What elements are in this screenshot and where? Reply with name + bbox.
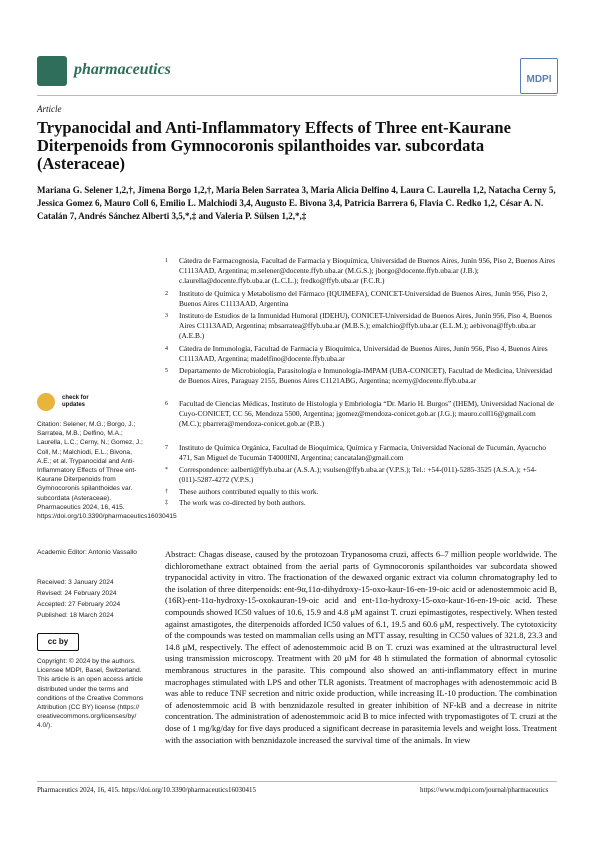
affiliation: ‡ The work was co-directed by both authors. (165, 498, 306, 507)
affiliation: 2 Instituto de Química y Metabolismo del Fármaco (IQUIMEFA), CONICET-Universidad de Buenos Aires, Junín 956, Piso 2, Buenos Aires C1113AAD, Argentina (165, 289, 548, 308)
affiliation: 3 Instituto de Estudios de la Inmunidad Humoral (IDEHU), CONICET-Universidad de Buenos Aires, Junín 956, Piso 4, Buenos Aires C1113AAD, Argentina; mbsarratea@ffyb.uba.ar (M.B.S.); emalchio@ffyb.uba.ar (E.L.M.); aebivona@ffyb.uba.ar (A.E.B.) (165, 311, 552, 340)
academic-editor: Academic Editor: Antonio Vassallo (37, 549, 137, 556)
affiliation: 4 Cátedra de Inmunología, Facultad de Farmacia y Bioquímica, Universidad de Buenos Aires, Junín 956, Piso 4, Buenos Aires C1113AAD, Argentina; madelfino@docente.ffyb.uba.ar (165, 344, 548, 363)
affiliation: 6 Facultad de Ciencias Médicas, Instituto de Histología y Embriología “Dr. Mario H. Burgos” (IHEM), Universidad Nacional de Cuyo-CONICET, CC 56, Mendoza 5500, Argentina; jgomez@mendoza-conicet.gob.ar (J.G.); mauro.coll16@gmail.com (M.C.); pbarrera@mendoza-conicet.gob.ar (P.B.) (165, 399, 555, 428)
article-title: Trypanocidal and Anti-Inflammatory Effects of Three ent-Kaurane Diterpenoids from Gymnocoronis spilanthoides var. subcordata (Asteraceae) (37, 118, 511, 173)
affiliation: * Correspondence: aalberti@ffyb.uba.ar (A.S.A.); vsulsen@ffyb.uba.ar (V.P.S.); Tel.: +54-(011)-5285-3525 (A.S.A.); +54-(011)-5287-4272 (V.P.S.) (165, 465, 537, 484)
date-received: Received: 3 January 2024 (37, 579, 114, 586)
check-updates-line1: check for (62, 395, 89, 402)
check-updates-line2: updates (62, 402, 86, 409)
header-divider (37, 95, 557, 96)
copyright-notice: Copyright: © 2024 by the authors. Licensee MDPI, Basel, Switzerland. This article is an open access article distributed under the terms and conditions of the Creative Commons Attribution (CC BY) license (https:// creativecommons.org/licenses/by/ 4.0/). (37, 658, 144, 730)
check-updates-icon (37, 393, 55, 411)
mdpi-logo-text: MDPI (526, 74, 552, 85)
article-type: Article (37, 104, 62, 114)
affiliation: † These authors contributed equally to this work. (165, 487, 319, 496)
author-list: Mariana G. Selener 1,2,†, Jimena Borgo 1,2,†, Maria Belen Sarratea 3, Maria Alicia Delfino 4, Laura C. Laurella 1,2, Natacha Cerny 5, Jessica Gomez 6, Mauro Coll 6, Emilio L. Malchiodi 3,4, Augusto E. Bivona 3,4, Patricia Barrera 6, Flavia C. Redko 1,2, César A. N. Catalán 7, Andrés Sánchez Alberti 3,5,*,‡ and Valeria P. Sülsen 1,2,*,‡ (37, 185, 556, 221)
date-accepted: Accepted: 27 February 2024 (37, 601, 121, 608)
footer-journal-link[interactable]: https://www.mdpi.com/journal/pharmaceutics (420, 786, 549, 794)
footer-citation[interactable]: Pharmaceutics 2024, 16, 415. https://doi.org/10.3390/pharmaceutics16030415 (37, 786, 256, 794)
cc-license-badge[interactable]: cc by (37, 633, 79, 651)
check-for-updates-button[interactable] (37, 393, 113, 411)
date-revised: Revised: 24 February 2024 (37, 590, 117, 597)
footer-divider (37, 781, 557, 782)
affiliation: 5 Departamento de Microbiología, Parasitología e Inmunología-IMPAM (UBA-CONICET), Facultad de Medicina, Universidad de Buenos Aires, Paraguay 2155, Buenos Aires C1121ABG, Argentina; ncerny@docente.ffyb.uba.ar (165, 366, 553, 385)
journal-name: pharmaceutics (74, 61, 171, 78)
affiliation: 1 Cátedra de Farmacognosia, Facultad de Farmacia y Bioquímica, Universidad de Buenos Aires, Junín 956, Piso 2, Buenos Aires C1113AAD, Argentina; m.selener@docente.ffyb.uba.ar (M.G.S.); jborgo@docente.ffyb.uba.ar (J.B.); c.laurella@docente.ffyb.uba.ar (L.C.L.); fredko@ffyb.uba.ar (F.C.R.) (165, 256, 556, 285)
abstract: Abstract: Chagas disease, caused by the protozoan Trypanosoma cruzi, affects 6–7 million people worldwide. The dichloromethane extract obtained from the aerial parts of Gymnocoronis spilanthoides var subcordata showed trypanocidal activity in vitro. The fractionation of the dewaxed organic extract via column chromatography led to the isolation of three diterpenoids: ent-9α,11α-dihydroxy-15-oxo-kaur-16-en-19-oic acid or adenostemmoic acid B, (16R)-ent-11α-hydroxy-15-oxokauran-19-oic acid and ent-11α-hydroxy-15-oxo-kaur-16-en-19-oic acid. These compounds showed IC50 values of 10.6, 15.9 and 4.8 μM against T. cruzi epimastigotes, respectively. When tested against amastigotes, the diterpenoids afforded IC50 values of 6.1, 19.5 and 60.6 μM, respectively. The cytotoxicity of the compounds was tested on mammalian cells using an MTT assay, resulting in CC50 values of 321.8, 23.3 and 14.8 μM, respectively. The effect of adenostemmoic acid B on T. cruzi was examined at the ultrastructural level using transmission microscopy. Treatment with 20 μM for 48 h stimulated the formation of abnormal cytosolic membranous structures in the parasite. This compound also showed an anti-inflammatory effect in murine macrophages stimulated with LPS and other TLR agonists. Treatment of macrophages with adenostemmoic acid B was able to reduce TNF secretion and nitric oxide production, while increasing IL-10 production. The combination of adenostemmoic acid B with benznidazole resulted in greater inhibition of NF-kB and a decrease in nitrite concentration. The administration of adenostemmoic acid B to mice infected with trypomastigotes of T. cruzi at the dose of 1 mg/kg/day for five days produced a significant decrease in parasitemia levels and weight loss. Treatment with the association with benznidazole increased the survival time of the animals. In view (165, 549, 557, 745)
journal-logo-icon (37, 56, 67, 86)
date-published: Published: 18 March 2024 (37, 612, 114, 619)
mdpi-logo (520, 58, 558, 94)
affiliation: 7 Instituto de Química Orgánica, Facultad de Bioquímica, Química y Farmacia, Universidad Nacional de Tucumán, Ayacucho 471, San Miguel de Tucumán T4000INI, Argentina; cancatalan@gmail.com (165, 443, 546, 462)
citation: Citation: Selener, M.G.; Borgo, J.; Sarratea, M.B.; Delfino, M.A.; Laurella, L.C.; Cerny, N.; Gomez, J.; Coll, M.; Malchiodi, E.L.; Bivona, A.E.; et al. Trypanocidal and Anti-Inflammatory Effects of Three ent-Kaurane Diterpenoids from Gymnocoronis spilanthoides var. subcordata (Asteraceae). Pharmaceutics 2024, 16, 415. https://doi.org/10.3390/pharmaceutics16030415 (37, 421, 177, 521)
